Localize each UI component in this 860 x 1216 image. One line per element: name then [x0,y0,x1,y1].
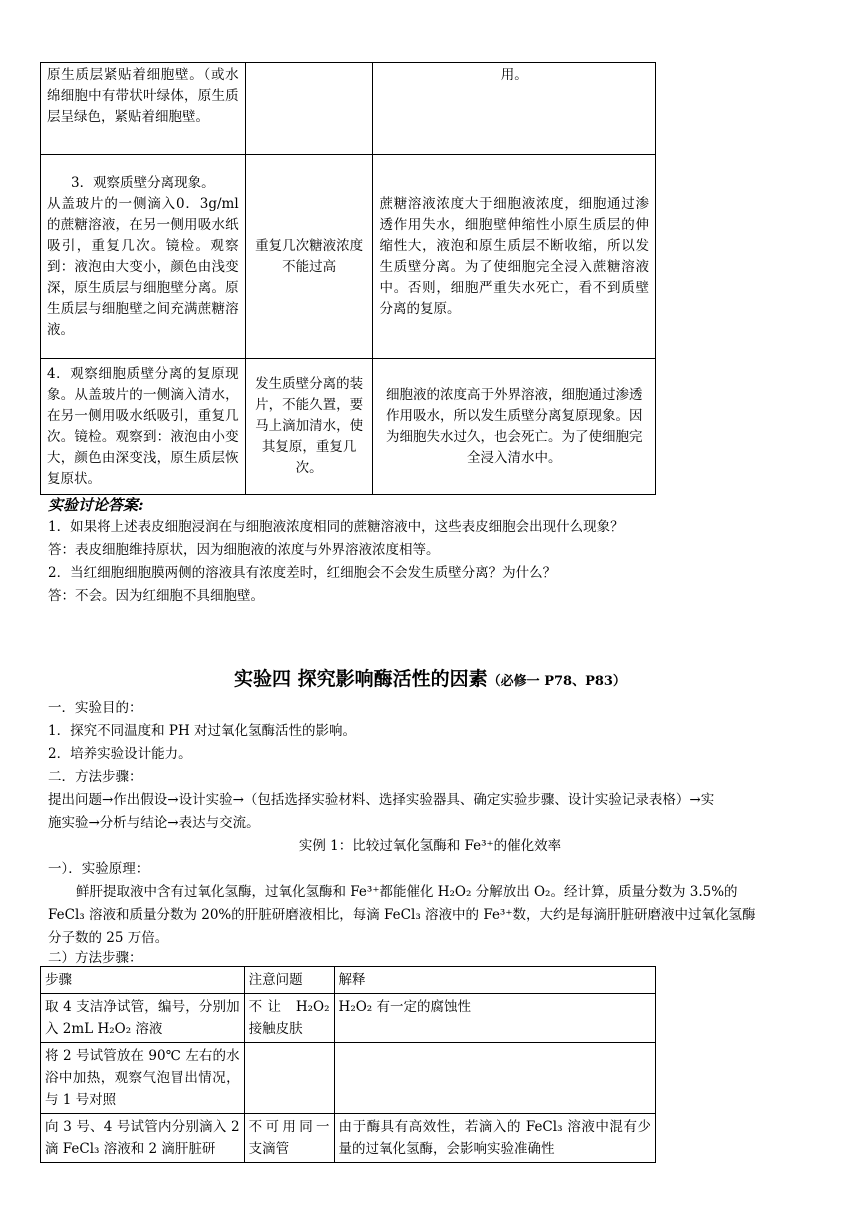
discussion-heading: 实验讨论答案: [48,496,144,514]
table-cell: 不让 H₂O₂ 接触皮肤 [244,994,334,1043]
principle-line: 鲜肝提取液中含有过氧化氢酶，过氧化氢酶和 Fe³⁺都能催化 H₂O₂ 分解放出 O₂。经计算，质量分数为 3.5%的 [76,884,738,900]
section-title-ref: （必修一 P78、P83） [487,674,626,689]
table-cell: 用。 [373,63,656,155]
table-cell: 4．观察细胞质壁分离的复原现象。从盖玻片的一侧滴入清水，在另一侧用吸水纸吸引，重复几次。镜检。观察到：液泡由小变大，颜色由深变浅，原生质层恢复原状。 [41,359,246,495]
table-cell [41,155,246,359]
table-cell: 重复几次糖液浓度不能过高 [245,155,373,359]
table-cell: 细胞液的浓度高于外界溶液，细胞通过渗透作用吸水，所以发生质壁分离复原现象。因为细胞失水过久，也会死亡。为了使细胞完全浸入清水中。 [373,359,656,495]
table-cell [245,63,373,155]
table-row [41,1114,656,1163]
principle-line: FeCl₃ 溶液和质量分数为 20%的肝脏研磨液相比，每滴 FeCl₃ 溶液中的 Fe³⁺数，大约是每滴肝脏研磨液中过氧化氢酶 [48,907,756,923]
table-cell [334,1043,655,1114]
table-header-row [41,967,656,994]
method-line: 施实验→分析与结论→表达与交流。 [48,815,260,831]
table-row [41,994,656,1043]
table-row [41,155,656,359]
discussion-answer-2: 答：不会。因为红细胞不具细胞壁。 [48,588,264,604]
principle-heading: 一）．实验原理： [48,861,150,877]
experiment-table-1 [40,62,656,495]
table-cell: 原生质层紧贴着细胞壁。（或水绵细胞中有带状叶绿体，原生质层呈绿色，紧贴着细胞壁。 [41,63,246,155]
discussion-answer-1: 答：表皮细胞维持原状，因为细胞液的浓度与外界溶液浓度相等。 [48,542,440,558]
table-header: 解释 [334,967,655,994]
table-cell: 由于酶具有高效性，若滴入的 FeCl₃ 溶液中混有少量的过氧化氢酶，会影响实验准确性 [334,1114,655,1163]
purpose-heading: 一．实验目的： [48,700,143,716]
step-body: 从盖玻片的一侧滴入0．3g/ml 的蔗糖溶液，在另一侧用吸水纸吸引，重复几次。镜检。观察到：液泡由大变小，颜色由浅变深，原生质层与细胞壁分离。原生质层与细胞壁之间充满蔗糖溶液。 [47,195,239,338]
steps-table [40,966,656,1163]
table-row [41,359,656,495]
purpose-item-2: 2．培养实验设计能力。 [48,746,192,762]
table-cell: 向 3 号、4 号试管内分别滴入 2 滴 FeCl₃ 溶液和 2 滴肝脏研 [41,1114,245,1163]
table-cell: 蔗糖溶液浓度大于细胞液浓度，细胞通过渗透作用失水，细胞壁伸缩性小原生质层的伸缩性大，液泡和原生质层不断收缩，所以发生质壁分离。为了使细胞完全浸入蔗糖溶液中。否则，细胞严重失水死亡，看不到质壁分离的复原。 [373,155,656,359]
purpose-item-1: 1．探究不同温度和 PH 对过氧化氢酶活性的影响。 [48,723,357,739]
table-row [41,63,656,155]
method-heading: 二．方法步骤： [48,769,143,785]
table-cell: 取 4 支洁净试管，编号，分别加入 2mL H₂O₂ 溶液 [41,994,245,1043]
section-title-text: 实验四 探究影响酶活性的因素 [234,668,488,690]
example-title: 实例 1：比较过氧化氢酶和 Fe³⁺的催化效率 [298,838,562,854]
table-cell: H₂O₂ 有一定的腐蚀性 [334,994,655,1043]
discussion-question-2: 2．当红细胞细胞膜两侧的溶液具有浓度差时，红细胞会不会发生质壁分离？为什么？ [48,565,557,581]
table-header: 注意问题 [244,967,334,994]
discussion-question-1: 1．如果将上述表皮细胞浸润在与细胞液浓度相同的蔗糖溶液中，这些表皮细胞会出现什么现象？ [48,519,624,535]
principle-line: 分子数的 25 万倍。 [48,930,169,946]
table-cell: 发生质壁分离的装片，不能久置，要马上滴加清水，使其复原，重复几次。 [245,359,373,495]
step-title: 3．观察质壁分离现象。 [71,174,215,191]
table-cell [244,1043,334,1114]
steps-heading: 二）方法步骤： [48,950,143,966]
table-cell: 将 2 号试管放在 90℃ 左右的水浴中加热，观察气泡冒出情况，与 1 号对照 [41,1043,245,1114]
table-cell: 不可用同一支滴管 [244,1114,334,1163]
method-line: 提出问题→作出假设→设计实验→（包括选择实验材料、选择实验器具、确定实验步骤、设计实验记录表格）→实 [48,792,715,808]
table-row [41,1043,656,1114]
section-title [0,664,860,691]
table-header: 步骤 [41,967,245,994]
